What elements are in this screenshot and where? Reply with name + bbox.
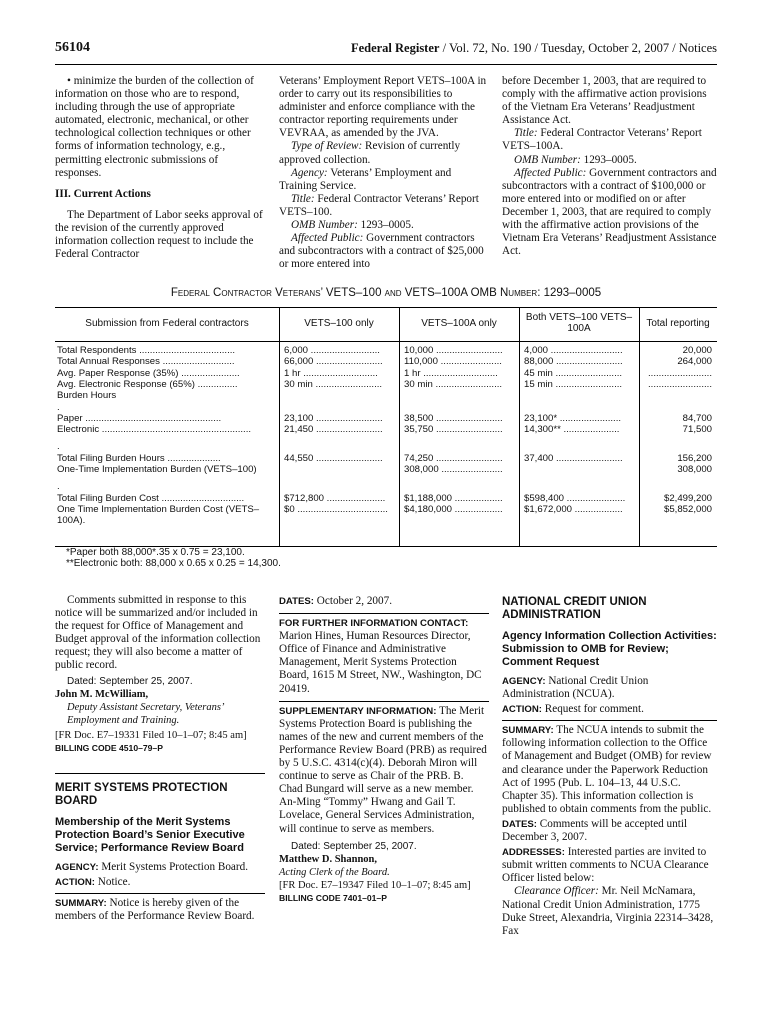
body-paragraph: The Department of Labor seeks approval of the revision of the currently approved information collection request to include the Federal Contractor: [55, 208, 263, 261]
field-value: The NCUA intends to submit the following information collection to the Office of Management and Budget (OMB) for review and clearance under the Paperwork Reduction Act of 1995 (Pub. L. 104–13, 44 U.S.C. Chapter 35). This information collection is published to obtain comments from the public.: [502, 724, 712, 815]
table-cell: $712,800 ......................: [284, 492, 386, 504]
column-2-bottom: [279, 595, 489, 905]
addresses-field: [502, 846, 717, 885]
table-title: Federal Contractor Veterans’ VETS–100 and VETS–100A OMB Number: 1293–0005: [170, 287, 602, 299]
field-value: Revision of currently approved collection.: [279, 140, 461, 166]
omb-line: [502, 154, 717, 167]
table-cell: 30 min .........................: [404, 378, 503, 390]
table-note: *Paper both 88,000*.35 x 0.75 = 23,100.: [66, 547, 245, 558]
contact-value: Marion Hines, Human Resources Director, Office of Finance and Administrative Management, Merit Systems Protection Board, 1615 M Street, NW., Washington, DC 20419.: [279, 630, 482, 695]
field-label: AGENCY:: [55, 862, 99, 874]
body-paragraph: before December 1, 2003, that are required to comply with the affirmative action provisions of the Vietnam Era Veterans’ Readjustment Assistance Act.: [502, 75, 707, 127]
section-heading: III. Current Actions: [55, 187, 151, 200]
dates-field: [502, 818, 717, 844]
signer-title: Deputy Assistant Secretary, Veterans’ Employment and Training.: [67, 701, 224, 726]
omb-line: [279, 219, 489, 232]
table-cell: 71,500: [682, 424, 712, 436]
agency-heading: MERIT SYSTEMS PROTECTION BOARD: [55, 782, 228, 808]
table-cell: 10,000 .........................: [404, 345, 503, 356]
affected-public-line: [502, 167, 717, 259]
field-label: DATES:: [279, 596, 314, 607]
table-cell: 1 hr ............................: [284, 367, 378, 379]
table-cell: 20,000: [682, 345, 712, 356]
notice-subject: Membership of the Merit Systems Protection Board’s Senior Executive Service; Performance Review Board: [55, 816, 245, 855]
field-value: October 2, 2007.: [314, 595, 392, 607]
page-number: 56104: [55, 40, 90, 55]
field-label: ACTION:: [55, 877, 95, 889]
table-cell: 38,500 .........................: [404, 412, 503, 424]
field-value: Veterans’ Employment and Training Service.: [279, 166, 452, 192]
table-cell: 156,200: [677, 452, 712, 464]
field-label: Agency:: [291, 166, 328, 179]
table-cell: 21,450 .........................: [284, 424, 383, 436]
row-label: Paper ...................................................: [57, 412, 222, 424]
row-label: One-Time Implementation Burden (VETS–100): [57, 464, 257, 475]
field-label: OMB Number:: [291, 219, 358, 232]
header-issue: / Vol. 72, No. 190 / Tuesday, October 2, 2007 / Notices: [439, 41, 717, 55]
row-label: Burden Hours: [57, 390, 117, 402]
body-paragraph: Comments submitted in response to this notice will be summarized and/or included in the request for Office of Management and Budget approval of the information collection request; they will also become a matter of public record.: [55, 594, 261, 672]
action-field: [502, 703, 717, 716]
column-3-top: [502, 75, 717, 258]
field-label: OMB Number:: [514, 153, 581, 166]
table-cell: 4,000 ...........................: [524, 345, 623, 356]
field-label: AGENCY:: [502, 676, 546, 687]
row-label: Avg. Electronic Response (65%) ...............: [57, 378, 238, 390]
row-label: .: [57, 441, 60, 453]
row-label: One Time Implementation Burden Cost (VETS–: [57, 503, 260, 515]
clearance-officer-field: [502, 885, 717, 937]
table-cell: ........................: [648, 367, 712, 379]
table-cell: 14,300** .....................: [524, 424, 620, 436]
table-cell: 45 min .........................: [524, 367, 623, 379]
field-value: Notice.: [94, 876, 131, 889]
column-header: VETS–100 only: [304, 318, 374, 329]
table-cell: 15 min .........................: [524, 378, 623, 390]
burden-table: [55, 307, 717, 547]
row-label: Total Respondents ....................................: [57, 345, 236, 356]
field-value: Request for comment.: [541, 703, 644, 716]
dated-line: Dated: September 25, 2007.: [291, 840, 417, 852]
column-3-bottom: [502, 596, 717, 938]
title-line: [502, 127, 717, 153]
column-2-top: [279, 75, 489, 271]
agency-field: [502, 675, 717, 701]
table-cell: $1,188,000 ..................: [404, 492, 503, 504]
dates-field: [279, 595, 489, 608]
row-label: Total Filing Burden Hours ....................: [57, 452, 221, 464]
table-note: **Electronic both: 88,000 x 0.65 x 0.25 = 14,300.: [66, 558, 281, 569]
table-cell: 66,000 .........................: [284, 356, 383, 368]
table-cell: ........................: [648, 378, 712, 390]
field-value: Comments will be accepted until December 3, 2007.: [502, 817, 688, 844]
divider: [279, 701, 489, 702]
field-value: National Credit Union Administration (NCUA).: [502, 675, 649, 701]
table-cell: 110,000 .......................: [404, 356, 502, 368]
body-paragraph: Veterans’ Employment Report VETS–100A in order to carry out its responsibilities to administer and enforce compliance with the contractor reporting requirements under VEVRAA, as amended by the JVA.: [279, 75, 487, 140]
field-label: ACTION:: [502, 704, 542, 716]
column-header: Total reporting: [646, 318, 710, 329]
divider: [55, 893, 265, 894]
divider: [279, 613, 489, 614]
notice-subject: Agency Information Collection Activities: Submission to OMB for Review; Comment Request: [502, 630, 717, 668]
header-title: [351, 41, 717, 56]
table-cell: 6,000 ..........................: [284, 345, 380, 356]
agency-heading: NATIONAL CREDIT UNION ADMINISTRATION: [502, 596, 647, 621]
table-cell: 37,400 .........................: [524, 452, 623, 464]
column-header: Both VETS–100 VETS–100A: [525, 312, 633, 334]
divider: [502, 720, 717, 721]
field-value: Interested parties are invited to submit written comments to NCUA Clearance Officer listed below:: [502, 846, 709, 885]
column-1-top: [55, 75, 265, 261]
row-label: Total Annual Responses ...........................: [57, 356, 235, 368]
table-cell: $2,499,200: [663, 492, 712, 504]
journal-name: Federal Register: [350, 41, 440, 55]
billing-code: BILLING CODE 7401–01–P: [279, 892, 387, 903]
table-cell: $598,400 ......................: [524, 492, 626, 504]
field-label: Affected Public:: [291, 232, 364, 245]
column-1-bottom: [55, 594, 265, 924]
column-header: VETS–100A only: [421, 318, 497, 329]
table-cell: 84,700: [682, 412, 712, 424]
affected-public-line: [279, 232, 489, 271]
action-field: [55, 876, 265, 889]
fr-doc-line: [FR Doc. E7–19331 Filed 10–1–07; 8:45 am]: [55, 729, 247, 741]
column-header: Submission from Federal contractors: [85, 318, 249, 329]
table-cell: 88,000 .........................: [524, 356, 623, 368]
row-label: Electronic ........................................................: [57, 424, 252, 436]
row-label: .: [57, 481, 60, 493]
dated-line: Dated: September 25, 2007.: [67, 675, 193, 687]
table-cell: 23,100 .........................: [284, 412, 383, 424]
row-label: Total Filing Burden Cost ...............................: [57, 492, 245, 504]
row-label: Avg. Paper Response (35%) ......................: [57, 367, 240, 379]
field-label: ADDRESSES:: [502, 847, 565, 859]
table-cell: 74,250 .........................: [404, 452, 503, 464]
field-label: Clearance Officer:: [514, 885, 599, 898]
field-label: Type of Review:: [291, 140, 363, 153]
table-cell: 1 hr ............................: [404, 367, 498, 379]
field-value: Government contractors and subcontractors with a contract of $100,000 or more entered into or modified on or after December 1, 2003, that are required to comply with the affirmative action provisions of the Vietnam Era Veterans’ Readjustment Assistance Act.: [502, 166, 717, 258]
field-label: SUPPLEMENTARY INFORMATION:: [279, 705, 437, 717]
signer-name: Matthew D. Shannon,: [279, 853, 378, 865]
field-value: 1293–0005.: [580, 153, 637, 166]
table-cell: $4,180,000 ..................: [404, 503, 503, 515]
field-label: DATES:: [502, 818, 537, 830]
field-label: SUMMARY:: [55, 898, 107, 910]
summary-field: [55, 897, 265, 923]
table-cell: $1,672,000 ..................: [524, 503, 623, 515]
table-cell: $5,852,000: [663, 503, 712, 515]
contact-label: FOR FURTHER INFORMATION CONTACT:: [279, 618, 469, 630]
supplementary-field: [279, 705, 489, 836]
table-cell: 308,000: [677, 464, 712, 475]
table-cell: 308,000 .......................: [404, 464, 503, 475]
field-value: Mr. Neil McNamara, National Credit Union Administration, 1775 Duke Street, Alexandria, Virginia 22314–3428, Fax: [502, 885, 714, 937]
table-cell: 30 min .........................: [284, 378, 383, 390]
row-label: .: [57, 401, 60, 413]
table-cell: 44,550 .........................: [284, 452, 383, 464]
summary-field: [502, 724, 717, 816]
field-value: Federal Contractor Veterans’ Report VETS–100A.: [502, 127, 702, 153]
signer-title: Acting Clerk of the Board.: [279, 866, 390, 878]
field-value: Government contractors and subcontractors with a contract of $25,000 or more entered into: [279, 232, 484, 271]
fr-doc-line: [FR Doc. E7–19347 Filed 10–1–07; 8:45 am]: [279, 879, 471, 891]
field-label: Title:: [291, 192, 315, 205]
field-value: 1293–0005.: [357, 219, 414, 232]
table-cell: 23,100* .......................: [524, 412, 622, 424]
agency-field: [55, 861, 265, 874]
field-value: The Merit Systems Protection Board is publishing the names of the new and current members of the Performance Review Board (PRB) as required by 5 U.S.C. 4314(c)(4). Deborah Miron will continue to serve as Chair of the PRB. B. Chad Bungard will serve as a new member. An-Ming “Tommy” Hwang and Gail T. Lovelace, General Services Administration, will continue to serve as members.: [279, 704, 487, 835]
field-label: SUMMARY:: [502, 725, 554, 737]
agency-line: [279, 167, 489, 193]
type-of-review: [279, 140, 489, 166]
field-label: Title:: [514, 127, 538, 140]
field-label: Affected Public:: [514, 166, 587, 179]
field-value: Federal Contractor Veterans’ Report VETS–100.: [279, 192, 479, 218]
row-label: 100A).: [57, 515, 86, 527]
divider: [55, 755, 265, 774]
field-value: Notice is hereby given of the members of the Performance Review Board.: [55, 897, 255, 923]
billing-code: BILLING CODE 4510–79–P: [55, 743, 163, 754]
table-notes: [66, 547, 281, 569]
table-cell: 35,750 .........................: [404, 424, 503, 436]
table-cell: 264,000: [677, 356, 712, 368]
signer-name: John M. McWilliam,: [55, 688, 149, 700]
title-line: [279, 193, 489, 219]
field-value: Merit Systems Protection Board.: [98, 861, 248, 874]
bullet-paragraph: • minimize the burden of the collection of information on those who are to respond, including through the use of appropriate automated, electronic, mechanical, or other technological collection techniques or other forms of information technology, e.g., permitting electronic submissions of responses.: [55, 75, 254, 179]
running-header: [55, 38, 717, 65]
table-cell: $0 ..................................: [284, 503, 388, 515]
